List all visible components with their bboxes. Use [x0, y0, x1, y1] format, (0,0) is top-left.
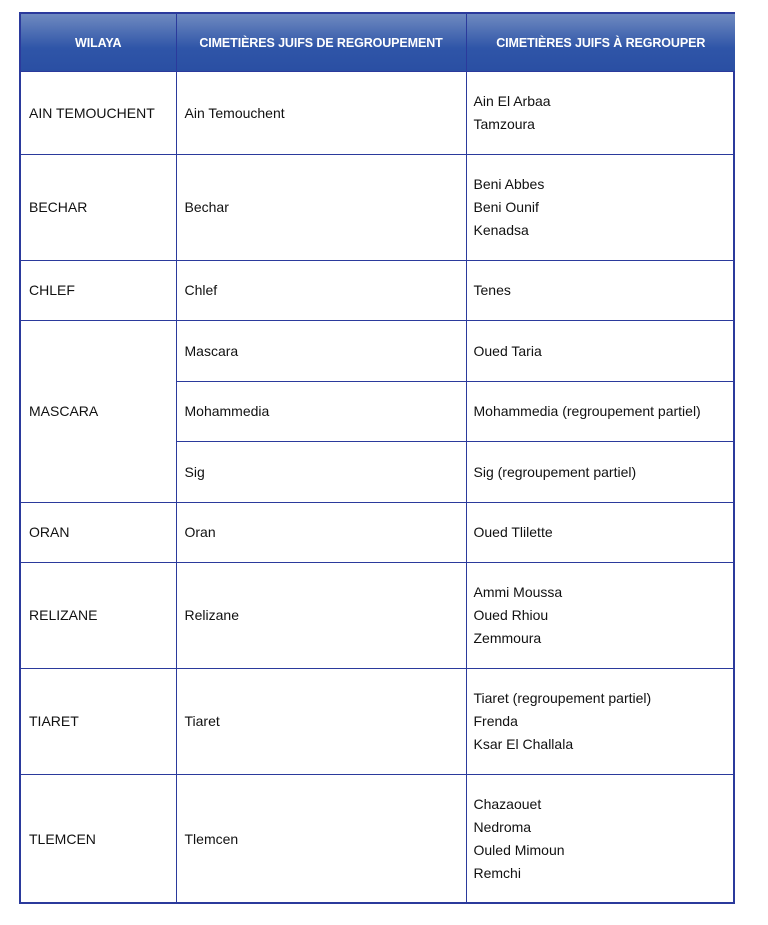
cemetery-item: Ammi Moussa: [473, 584, 563, 600]
cemetery-item: Oued Tlilette: [473, 524, 553, 540]
wilaya-cell: BECHAR: [21, 155, 176, 261]
cemetery-item: Oued Rhiou: [473, 607, 549, 623]
table-body: [21, 72, 735, 904]
cemetery-item: Beni Ounif: [473, 199, 539, 215]
cemeteries-table: [19, 12, 735, 904]
cemetery-item: Ain El Arbaa: [473, 93, 551, 109]
table-row: [21, 563, 735, 669]
wilaya-cell: CHLEF: [21, 261, 176, 321]
regroupement-cell: Bechar: [176, 155, 466, 261]
wilaya-cell: ORAN: [21, 503, 176, 563]
table-header: [21, 14, 735, 72]
table-row: [21, 155, 735, 261]
cemetery-item: Nedroma: [473, 819, 532, 836]
table-row: [21, 261, 735, 321]
regroupement-cell: Oran: [176, 503, 466, 563]
table-row: [21, 503, 735, 563]
regroupement-cell: Mascara: [176, 321, 466, 382]
regroupement-cell: Tlemcen: [176, 775, 466, 904]
header-a-regrouper: CIMETIÈRES JUIFS À REGROUPER: [466, 14, 735, 72]
regroupement-cell: Relizane: [176, 563, 466, 669]
a-regrouper-cell: [466, 155, 735, 261]
cemetery-item: Tamzoura: [473, 116, 535, 132]
wilaya-cell: TLEMCEN: [21, 775, 176, 904]
cemetery-item: Ksar El Challala: [473, 736, 574, 752]
regroupement-cell: Tiaret: [176, 669, 466, 775]
cemetery-item: Mohammedia (regroupement partiel): [473, 403, 701, 419]
cemetery-item: Oued Taria: [473, 342, 542, 359]
wilaya-cell: RELIZANE: [21, 563, 176, 669]
a-regrouper-cell: [466, 503, 735, 563]
cemetery-item: Frenda: [473, 713, 518, 729]
wilaya-cell: MASCARA: [21, 321, 176, 503]
cemetery-item: Tiaret (regroupement partiel): [473, 690, 652, 706]
a-regrouper-cell: [466, 261, 735, 321]
a-regrouper-cell: [466, 775, 735, 904]
cemetery-item: Remchi: [473, 865, 521, 882]
wilaya-cell: AIN TEMOUCHENT: [21, 72, 176, 155]
cemetery-item: Kenadsa: [473, 222, 529, 238]
regroupement-cell: Ain Temouchent: [176, 72, 466, 155]
cemetery-item: Zemmoura: [473, 630, 542, 646]
a-regrouper-cell: [466, 382, 735, 442]
regroupement-cell: Sig: [176, 442, 466, 503]
table-row: [21, 72, 735, 155]
table-row: [21, 775, 735, 904]
regroupement-cell: Chlef: [176, 261, 466, 321]
cemetery-item: Tenes: [473, 282, 511, 298]
header-regroupement: CIMETIÈRES JUIFS DE REGROUPEMENT: [176, 14, 466, 72]
a-regrouper-cell: [466, 563, 735, 669]
table: [21, 14, 735, 904]
a-regrouper-cell: [466, 442, 735, 503]
cemetery-item: Ouled Mimoun: [473, 842, 565, 859]
cemetery-item: Beni Abbes: [473, 176, 545, 192]
a-regrouper-cell: [466, 669, 735, 775]
header-row: [21, 14, 735, 72]
cemetery-item: Sig (regroupement partiel): [473, 463, 637, 480]
a-regrouper-cell: [466, 72, 735, 155]
wilaya-cell: TIARET: [21, 669, 176, 775]
table-row: [21, 669, 735, 775]
header-wilaya: WILAYA: [21, 14, 176, 72]
a-regrouper-cell: [466, 321, 735, 382]
table-row: [21, 321, 735, 382]
regroupement-cell: Mohammedia: [176, 382, 466, 442]
cemetery-item: Chazaouet: [473, 796, 542, 813]
